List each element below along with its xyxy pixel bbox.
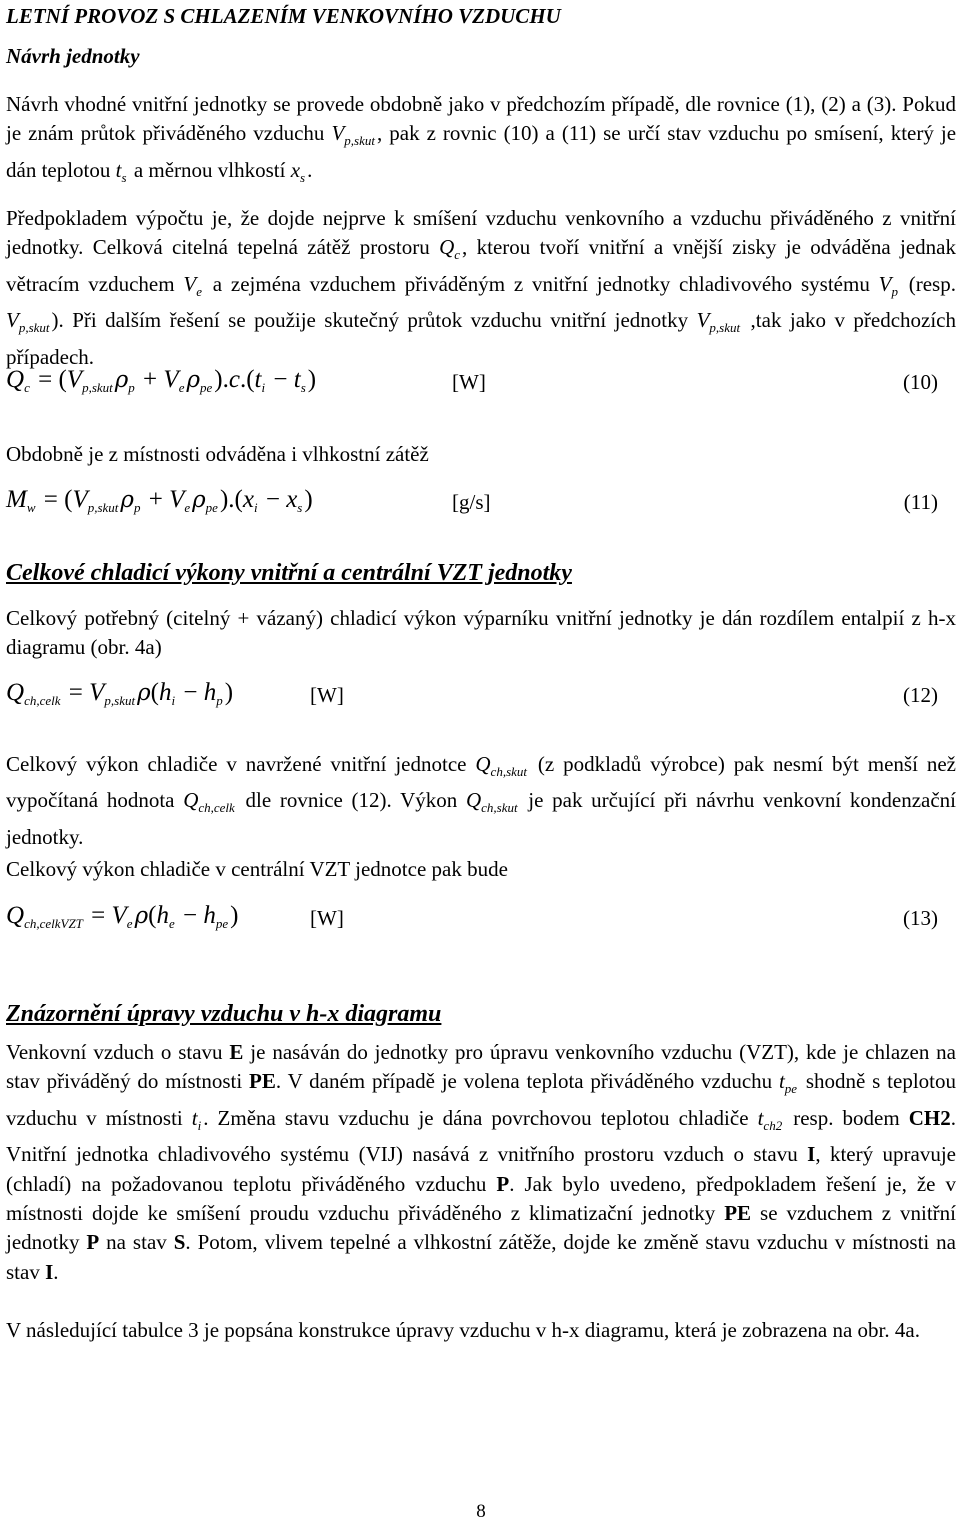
heading-cooling-outputs: Celkové chladicí výkony vnitřní a centrální VZT jednotky bbox=[6, 560, 572, 586]
page-number: 8 bbox=[476, 1501, 486, 1522]
paragraph-7: Venkovní vzduch o stavu E je nasáván do jednotky pro úpravu venkovního vzduchu (VZT), kde je chlazen na stav přiváděný do místnosti PE. V daném případě je volena teplota přiváděného vzduchu $t_{pe}$ shodně s teplotou vzduchu v místnosti $t_i$. Změna stavu vzduchu je dána povrchovou teplotou chladiče $t_{ch2}$ resp. bodem CH2. Vnitřní jednotka chladivového systému (VIJ) nasává z vnitřního prostoru vzduch o stavu I, který upravuje (chladí) na požadovanou teplotu přiváděného vzduchu P. Jak bylo uvedeno, předpokladem řešení je, že v místnosti dojde ke smíšení proudu vzduchu přiváděného z klimatizační jednotky PE se vzduchem z vnitřní jednotky P na stav S. Potom, vlivem tepelné a vlhkostní zátěže, dojde ke změně stavu vzduchu v místnosti na stav I. bbox=[6, 1040, 957, 1284]
paragraph-5: Celkový výkon chladiče v navržené vnitřní jednotce $Q_{ch,skut}$ (z podkladů výrobce) pak nesmí být menší než vypočítaná hodnota $Q_{ch,celk}$ dle rovnice (12). Výkon $Q_{ch,skut}$ je pak určující při návrhu venkovní kondenzační jednotky. bbox=[6, 752, 956, 849]
equation-10-unit: [W] bbox=[452, 370, 486, 394]
heading-hx-diagram: Znázornění úpravy vzduchu v h-x diagramu bbox=[6, 1001, 442, 1027]
paragraph-3: Obdobně je z místnosti odváděna i vlhkostní zátěž bbox=[6, 442, 429, 466]
equation-13-unit: [W] bbox=[310, 906, 344, 930]
main-heading: LETNÍ PROVOZ S CHLAZENÍM VENKOVNÍHO VZDUCHU bbox=[6, 4, 561, 28]
equation-13 bbox=[6, 902, 956, 946]
equation-13-number: (13) bbox=[903, 906, 938, 930]
equation-12-number: (12) bbox=[903, 683, 938, 707]
equation-11 bbox=[6, 486, 956, 530]
paragraph-4: Celkový potřebný (citelný + vázaný) chladicí výkon výparníku vnitřní jednotky je dán rozdílem entalpií z h-x diagramu (obr. 4a) bbox=[6, 606, 956, 660]
paragraph-8: V následující tabulce 3 je popsána konstrukce úpravy vzduchu v h-x diagramu, která je zobrazena na obr. 4a. bbox=[6, 1318, 920, 1342]
subheading-design: Návrh jednotky bbox=[6, 44, 140, 68]
equation-11-unit: [g/s] bbox=[452, 490, 491, 514]
equation-12 bbox=[6, 679, 956, 723]
equation-12-formula: $Q_{ch,celk} = V_{p,skut}\rho(h_i - h_p)$ bbox=[6, 679, 234, 708]
equation-10-number: (10) bbox=[903, 370, 938, 394]
paragraph-2: Předpokladem výpočtu je, že dojde nejprve k smíšení vzduchu venkovního a vzduchu přiváděného z vnitřní jednotky. Celková citelná tepelná zátěž prostoru $Q_c$, kterou tvoří vnitřní a vnější zisky je odváděna jednak větracím vzduchem $V_e$ a zejména vzduchem přiváděným z vnitřní jednotky chladivového systému $V_p$ (resp. $V_{p,skut}$). Při dalším řešení se použije skutečný průtok vzduchu vnitřní jednotky $V_{p,skut}$ ,tak jako v předchozích případech. bbox=[6, 206, 957, 369]
equation-10-formula: $Q_c = (V_{p,skut}\rho_p + V_e\rho_{pe}).c.(t_i - t_s)$ bbox=[6, 366, 317, 395]
equation-12-unit: [W] bbox=[310, 683, 344, 707]
equation-11-number: (11) bbox=[903, 490, 938, 514]
equation-11-formula: $M_w = (V_{p,skut}\rho_p + V_e\rho_{pe}).(x_i - x_s)$ bbox=[6, 486, 313, 515]
paragraph-6: Celkový výkon chladiče v centrální VZT jednotce pak bude bbox=[6, 857, 508, 881]
equation-10 bbox=[6, 366, 956, 410]
paragraph-1: Návrh vhodné vnitřní jednotky se provede obdobně jako v předchozím případě, dle rovnice (1), (2) a (3). Pokud je znám průtok přiváděného vzduchu $V_{p,skut}$, pak z rovnic (10) a (11) se určí stav vzduchu po smísení, který je dán teplotou $t_s$ a měrnou vlhkostí $x_s$. bbox=[6, 92, 957, 185]
equation-13-formula: $Q_{ch,celkVZT} = V_e\rho(h_e - h_{pe})$ bbox=[6, 902, 239, 931]
